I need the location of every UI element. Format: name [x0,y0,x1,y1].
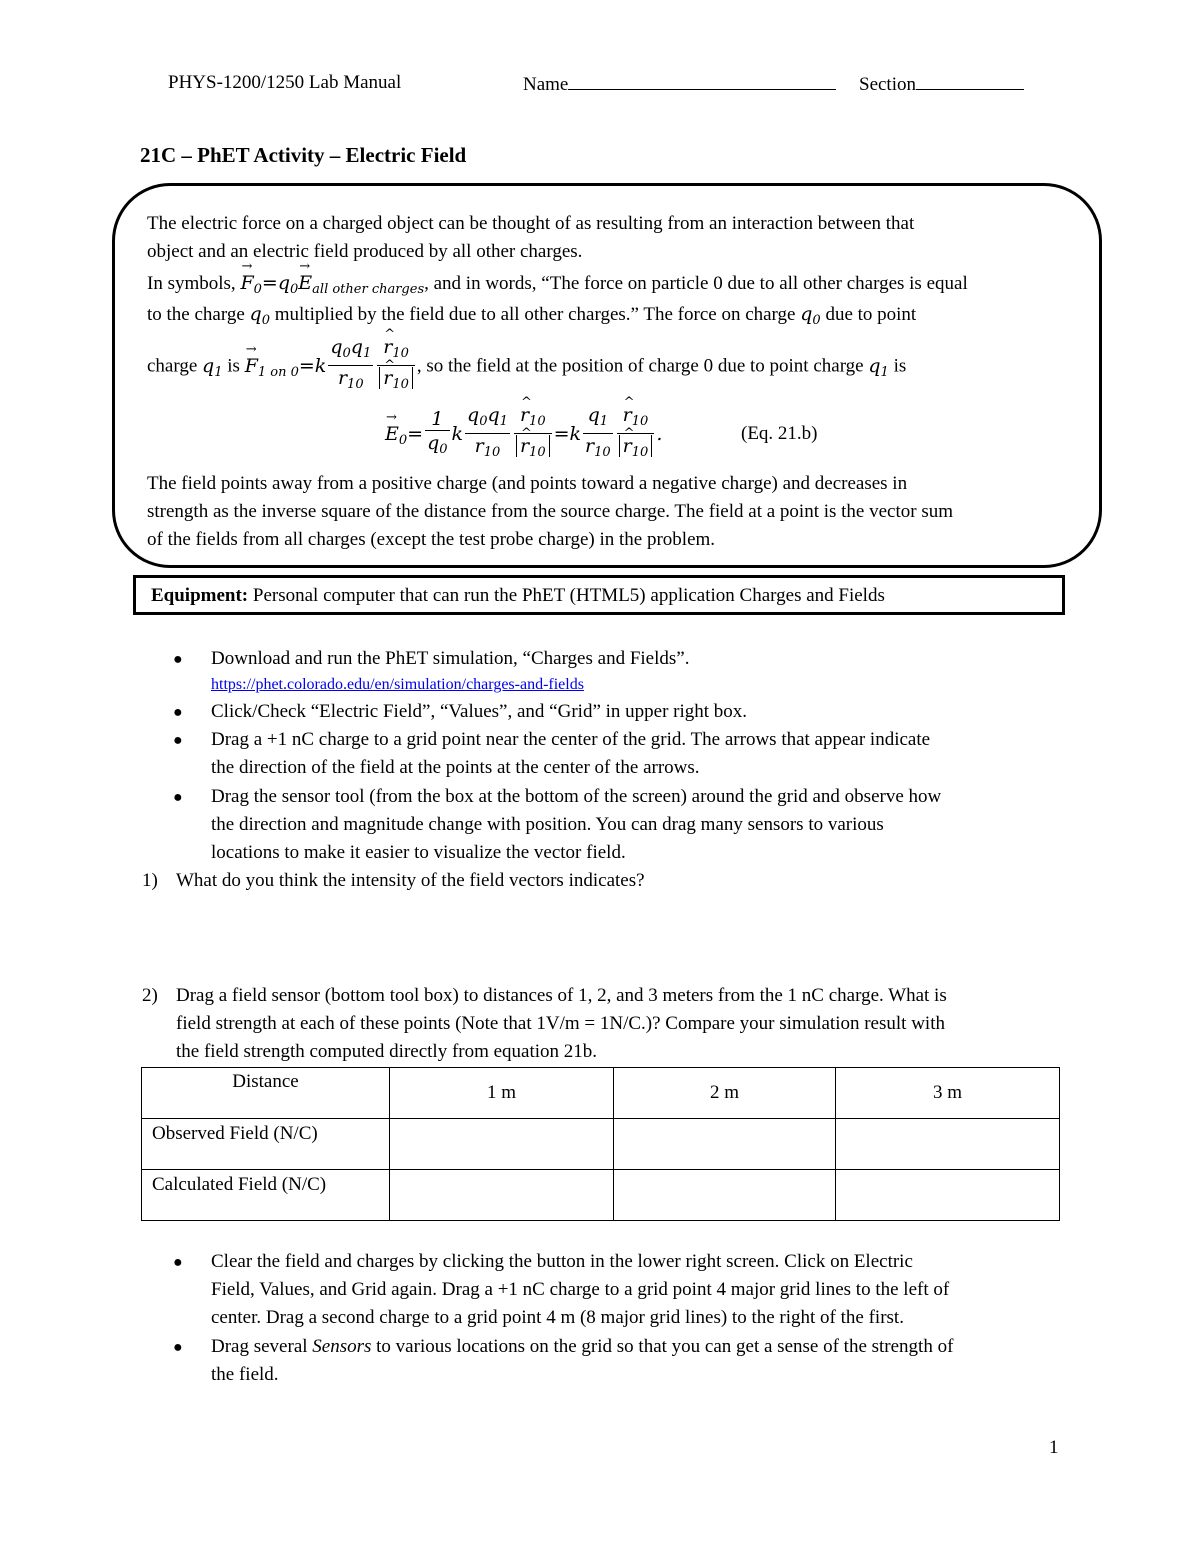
intro-line-3: In symbols, → $F_0=q_0\to E_{all other charges}$, and in words, “The force on particle 0 due to all other charges is equal [147,272,968,297]
question-number: 1) [142,870,158,891]
question-text-cont: the field strength computed directly from equation 21b. [176,1041,598,1062]
intro-line-7: strength as the inverse square of the distance from the source charge. The field at a point is the vector sum [147,501,954,522]
list-item: Drag a +1 nC charge to a grid point near the center of the grid. The arrows that appear indicate [211,729,931,750]
name-field[interactable] [523,72,836,96]
bullet-icon: ● [173,1339,183,1356]
page-number: 1 [1049,1437,1059,1458]
list-item: Drag several Sensors to various locations on the grid so that you can get a sense of the strength of [211,1336,954,1357]
equipment-text: Personal computer that can run the PhET (HTML5) application Charges and Fields [252,585,885,606]
observed-2m-cell[interactable] [614,1119,836,1170]
intro-box [112,183,1102,568]
list-item: Download and run the PhET simulation, “Charges and Fields”. [211,648,690,669]
calculated-2m-cell[interactable] [614,1170,836,1221]
bullet-icon: ● [173,704,183,721]
bullet-icon: ● [173,732,183,749]
section-label: Section [859,74,916,95]
equation-label: (Eq. 21.b) [741,423,818,444]
intro-line-1: The electric force on a charged object can be thought of as resulting from an interaction between that [147,213,915,234]
intro-line-4: to the charge $q_0$ multiplied by the field due to all other charges.” The force on charge $q_0$ due to point [147,303,917,328]
table-header-row [142,1068,1060,1119]
intro-line-8: of the fields from all charges (except the test probe charge) in the problem. [147,529,716,550]
list-item-cont: the direction and magnitude change with position. You can drag many sensors to various [211,814,884,835]
header-2m: 2 m [614,1068,836,1119]
table-row [142,1119,1060,1170]
bullet-icon: ● [173,651,183,668]
observed-1m-cell[interactable] [390,1119,614,1170]
equipment-box [133,575,1065,615]
equipment-label: Equipment: [151,585,249,606]
question-text: What do you think the intensity of the field vectors indicates? [176,870,645,891]
question-number: 2) [142,985,158,1006]
field-table [141,1067,1060,1221]
list-item-cont: Field, Values, and Grid again. Drag a +1 nC charge to a grid point 4 major grid lines to the left of [211,1279,950,1300]
intro-line-5: charge $q_1$ is → $F_{1 on 0}=k$ $\frac{q_0q_1}{r_{10}}$ ^ $r_{10}$ ^ $r_{10}$ , so the field at the position of charge 0 due to point charge $q_1$ is [147,336,906,397]
coulomb-force-equation: → $F_{1 on 0}=k$ $\frac{q_0q_1}{r_{10}}$ ^ $r_{10}$ ^ $r_{10}$ [245,355,417,377]
course-title: PHYS-1200/1250 Lab Manual [168,72,402,93]
section-field[interactable] [859,72,1024,96]
intro-line-2: object and an electric field produced by all other charges. [147,241,583,262]
list-item: Drag the sensor tool (from the box at the bottom of the screen) around the grid and observe how [211,786,942,807]
name-blank [568,72,836,90]
force-equation: → $F_0=q_0\to E_{all other charges}$ [240,272,424,294]
bullet-icon: ● [173,789,183,806]
table-row [142,1170,1060,1221]
field-equation: → $E_0=$ $\frac{1}{q_0}$ k $\frac{q_0q_1}{r_{10}}$ ^ $r_{10}$ ^ $r_{10}$ =k $\frac{q_1}{r_{10}}$ ^ $r_{10}$ ^ $r_{10}$ . [385,404,662,465]
sensors-emphasis: Sensors [312,1336,372,1357]
calculated-3m-cell[interactable] [836,1170,1060,1221]
phet-link[interactable]: https://phet.colorado.edu/en/simulation/charges-and-fields [211,676,584,693]
list-item-cont: the field. [211,1364,279,1385]
list-item-cont: the direction of the field at the points at the center of the arrows. [211,757,700,778]
question-text: Drag a field sensor (bottom tool box) to distances of 1, 2, and 3 meters from the 1 nC charge. What is [176,985,947,1006]
row-label-observed: Observed Field (N/C) [142,1119,390,1170]
observed-3m-cell[interactable] [836,1119,1060,1170]
intro-line-6: The field points away from a positive charge (and points toward a negative charge) and decreases in [147,473,908,494]
question-text-cont: field strength at each of these points (Note that 1V/m = 1N/C.)? Compare your simulation result with [176,1013,945,1034]
header-3m: 3 m [836,1068,1060,1119]
row-label-calculated: Calculated Field (N/C) [142,1170,390,1221]
section-blank [916,72,1024,90]
calculated-1m-cell[interactable] [390,1170,614,1221]
list-item-cont: locations to make it easier to visualize the vector field. [211,842,626,863]
page-title: 21C – PhET Activity – Electric Field [140,143,467,167]
list-item-cont: center. Drag a second charge to a grid point 4 m (8 major grid lines) to the right of the first. [211,1307,904,1328]
name-label: Name [523,74,569,95]
list-item: Clear the field and charges by clicking the button in the lower right screen. Click on Electric [211,1251,913,1272]
list-item: Click/Check “Electric Field”, “Values”, and “Grid” in upper right box. [211,701,748,722]
header-1m: 1 m [390,1068,614,1119]
bullet-icon: ● [173,1254,183,1271]
header-distance: Distance [142,1068,390,1119]
